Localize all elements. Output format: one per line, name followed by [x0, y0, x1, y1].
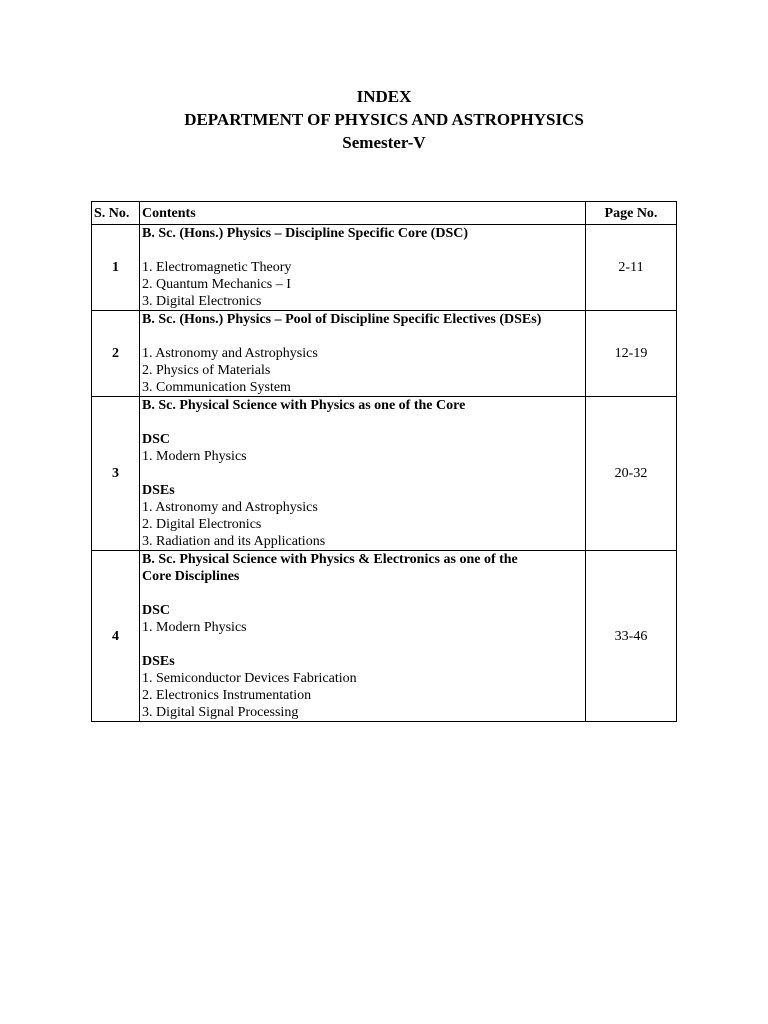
table-row: [92, 311, 677, 397]
list-item: 1. Astronomy and Astrophysics: [142, 500, 318, 515]
list-item: 3. Radiation and its Applications: [142, 534, 326, 549]
list-item: 1. Astronomy and Astrophysics: [142, 346, 318, 361]
table-header-row: [92, 202, 677, 225]
dse-label: DSEs: [142, 654, 175, 669]
contents-cell: [140, 397, 586, 551]
section-title: B. Sc. Physical Science with Physics as one of the Core: [142, 398, 466, 413]
list-item: 2. Quantum Mechanics – I: [142, 277, 291, 292]
contents-cell: [140, 311, 586, 397]
list-item: 3. Communication System: [142, 380, 291, 395]
list-item: 1. Semiconductor Devices Fabrication: [142, 671, 357, 686]
page-range: 12-19: [586, 311, 677, 397]
section-title-continued: Core Disciplines: [142, 569, 240, 584]
list-item: 2. Electronics Instrumentation: [142, 688, 312, 703]
table-row: [92, 397, 677, 551]
list-item: 3. Digital Signal Processing: [142, 705, 299, 720]
section-title: B. Sc. (Hons.) Physics – Discipline Specific Core (DSC): [142, 226, 469, 241]
list-item: 1. Electromagnetic Theory: [142, 260, 292, 275]
index-table: [91, 201, 677, 722]
list-item: 3. Digital Electronics: [142, 294, 262, 309]
serial-number: 1: [92, 225, 140, 311]
column-header-page: Page No.: [586, 202, 677, 225]
column-header-sno: S. No.: [92, 202, 140, 225]
contents-cell: [140, 225, 586, 311]
index-title: INDEX: [356, 87, 412, 106]
column-header-contents: Contents: [140, 202, 586, 225]
page-range: 2-11: [586, 225, 677, 311]
dsc-label: DSC: [142, 432, 171, 447]
page-range: 20-32: [586, 397, 677, 551]
section-title: B. Sc. Physical Science with Physics & Electronics as one of the: [142, 552, 518, 567]
page-range: 33-46: [586, 551, 677, 722]
semester-title: Semester-V: [342, 133, 426, 152]
serial-number: 3: [92, 397, 140, 551]
list-item: 2. Physics of Materials: [142, 363, 271, 378]
section-title: B. Sc. (Hons.) Physics – Pool of Discipline Specific Electives (DSEs): [142, 312, 542, 327]
list-item: 2. Digital Electronics: [142, 517, 262, 532]
list-item: 1. Modern Physics: [142, 620, 247, 635]
serial-number: 2: [92, 311, 140, 397]
table-row: [92, 225, 677, 311]
list-item: 1. Modern Physics: [142, 449, 247, 464]
table-row: [92, 551, 677, 722]
serial-number: 4: [92, 551, 140, 722]
contents-cell: [140, 551, 586, 722]
department-title: DEPARTMENT OF PHYSICS AND ASTROPHYSICS: [184, 110, 584, 129]
dse-label: DSEs: [142, 483, 175, 498]
dsc-label: DSC: [142, 603, 171, 618]
